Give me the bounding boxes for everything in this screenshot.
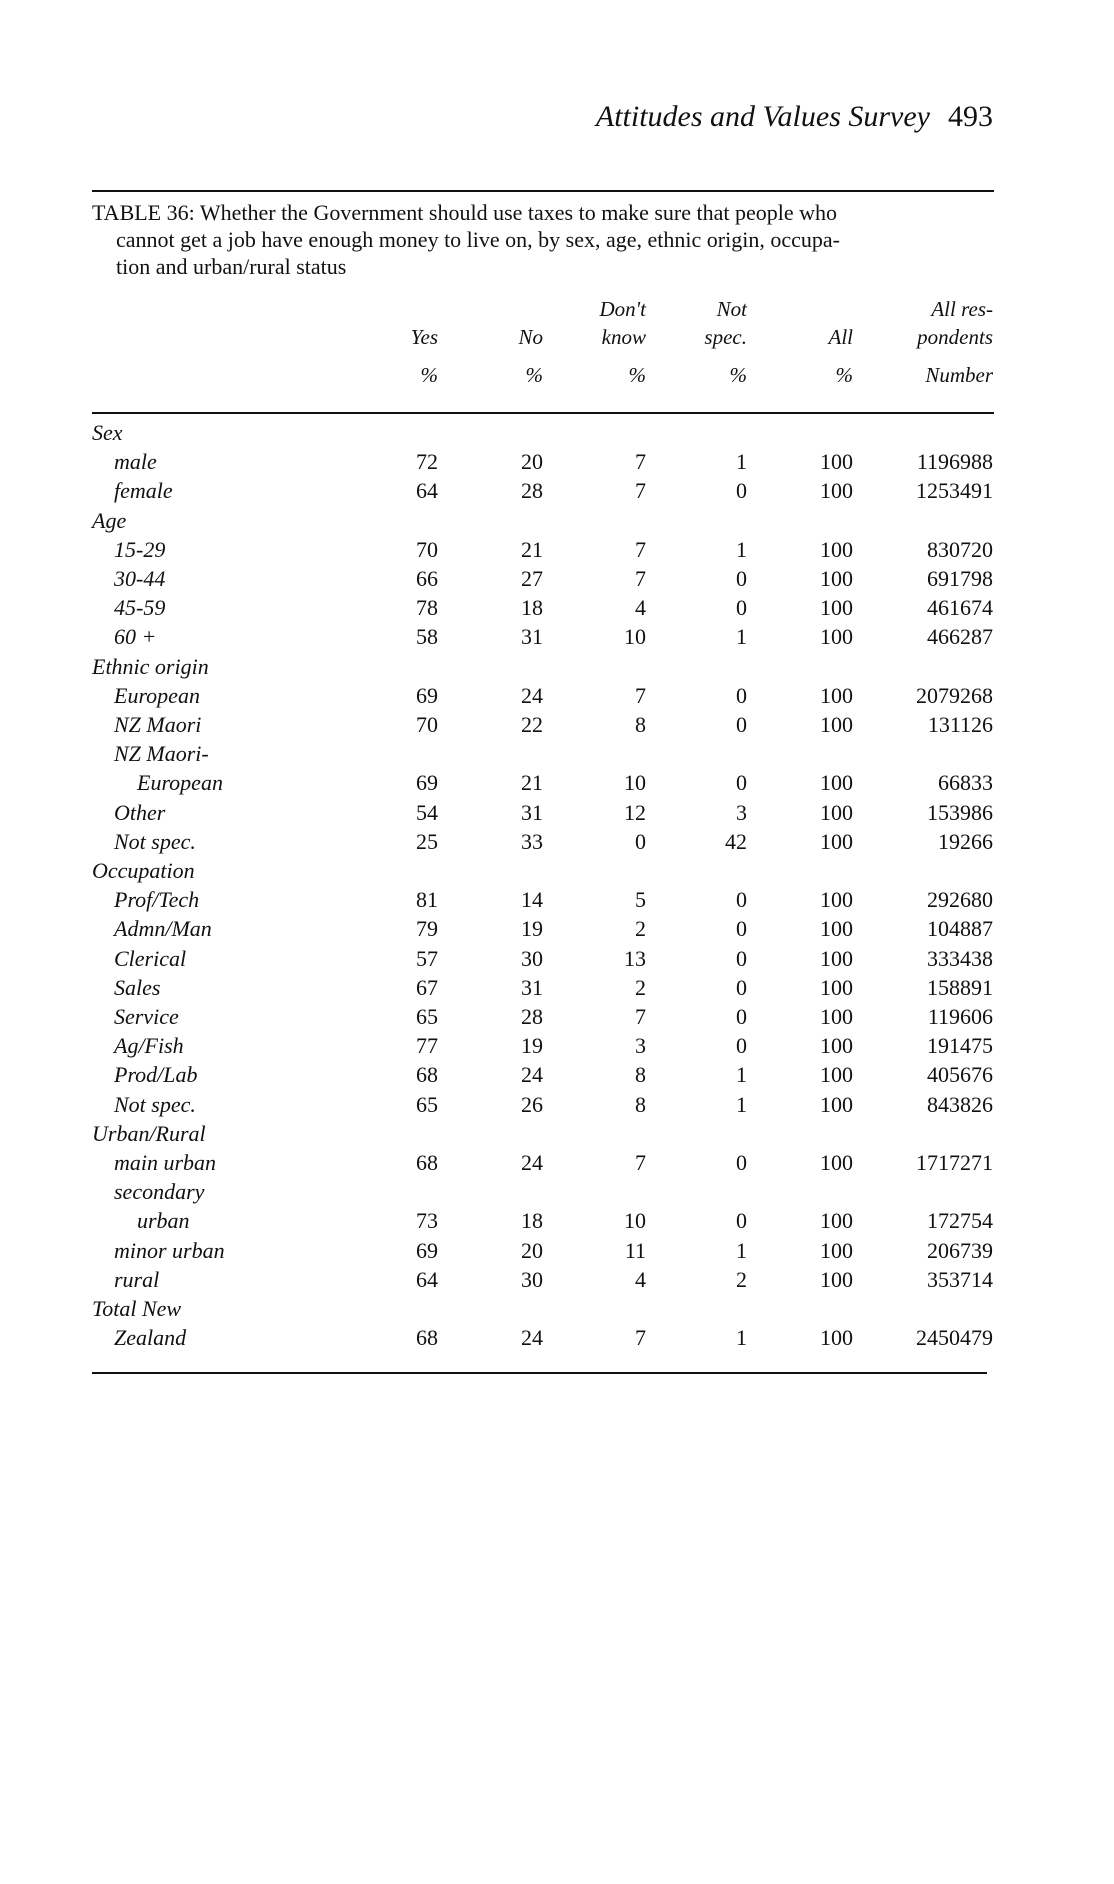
table-cell: 100 [820, 1208, 853, 1234]
row-label: Ethnic origin [92, 653, 209, 679]
table-cell: 68 [416, 1062, 438, 1088]
table-cell: 10 [624, 770, 646, 796]
table-row [0, 887, 1114, 916]
table-cell: 10 [624, 1208, 646, 1234]
table-row [0, 1238, 1114, 1267]
row-label: Total New [92, 1296, 182, 1321]
table-cell: 21 [521, 770, 543, 796]
table-cell: 0 [736, 682, 747, 708]
table-cell: 14 [521, 887, 543, 913]
table-cell: 68 [416, 1325, 438, 1351]
table-cell: 30 [521, 945, 543, 971]
table-cell: 100 [820, 887, 853, 913]
table-cell: 24 [521, 1062, 543, 1088]
table-cell: 79 [416, 916, 438, 942]
row-label: NZ Maori [114, 712, 202, 737]
table-cell: 843826 [927, 1091, 993, 1117]
table-cell: 0 [736, 1208, 747, 1234]
table-cell: 0 [736, 974, 747, 1000]
row-label: Not spec. [114, 1091, 196, 1117]
table-cell: 1253491 [916, 478, 993, 504]
table-cell: 100 [820, 1325, 853, 1351]
table-cell: 73 [416, 1208, 438, 1234]
row-label: Age [92, 507, 127, 533]
row-label: Other [114, 799, 166, 825]
table-cell: 119606 [927, 1004, 993, 1029]
table-cell: 66833 [938, 770, 993, 796]
table-cell: 100 [820, 566, 853, 591]
row-label: main urban [114, 1150, 217, 1175]
table-cell: 31 [521, 624, 543, 650]
caption-line: tion and urban/rural status [116, 254, 347, 279]
table-row [0, 478, 1114, 507]
table-cell: 18 [521, 1208, 543, 1234]
table-cell: 18 [521, 595, 543, 621]
row-label: Service [114, 1004, 179, 1029]
table-cell: 8 [635, 712, 646, 737]
table-cell: 1717271 [916, 1150, 993, 1175]
table-cell: 153986 [927, 799, 993, 825]
table-cell: 7 [635, 536, 646, 562]
table-cell: 0 [736, 712, 747, 737]
table-cell: 691798 [927, 566, 993, 591]
table-row [0, 683, 1114, 712]
table-cell: 3 [736, 799, 747, 825]
table-row [0, 916, 1114, 945]
table-cell: 21 [521, 536, 543, 562]
table-cell: 461674 [927, 595, 993, 621]
table-cell: 7 [635, 449, 646, 475]
row-label: female [114, 478, 173, 504]
table-cell: 2450479 [916, 1325, 993, 1351]
table-cell: 65 [416, 1004, 438, 1029]
table-cell: 466287 [927, 624, 993, 650]
column-header-text: know [601, 325, 646, 349]
table-row [0, 1004, 1114, 1033]
table-section-heading [0, 420, 1114, 449]
table-cell: 69 [416, 682, 438, 708]
row-label: Admn/Man [114, 916, 212, 942]
table-cell: 7 [635, 478, 646, 504]
table-cell: 100 [820, 712, 853, 737]
table-cell: 1 [736, 449, 747, 475]
table-cell: 100 [820, 1062, 853, 1088]
row-label: Ag/Fish [114, 1033, 184, 1059]
table-cell: 20 [521, 449, 543, 475]
row-label: 60 + [114, 624, 157, 650]
table-cell: 22 [521, 712, 543, 737]
table-cell: 0 [736, 478, 747, 504]
table-cell: 100 [820, 1237, 853, 1263]
table-cell: 100 [820, 478, 853, 504]
column-header-text: No [518, 325, 543, 349]
table-cell: 100 [820, 828, 853, 854]
table-row [0, 537, 1114, 566]
row-label: European [114, 682, 200, 708]
table-cell: 100 [820, 449, 853, 475]
page-number: 493 [948, 100, 993, 133]
table-cell: 7 [635, 1325, 646, 1351]
table-cell: 28 [521, 478, 543, 504]
table-cell: 69 [416, 1237, 438, 1263]
table-cell: 405676 [927, 1062, 993, 1088]
table-row [0, 1092, 1114, 1121]
table-section-heading [0, 508, 1114, 537]
table-cell: 0 [736, 1033, 747, 1059]
table-row [0, 1208, 1114, 1237]
table-cell: 33 [521, 828, 543, 854]
table-cell: 67 [416, 974, 438, 1000]
table-cell: 11 [624, 1237, 646, 1263]
top-rule [92, 190, 994, 192]
column-header-text: pondents [917, 325, 993, 349]
table-cell: 19266 [938, 828, 993, 854]
table-row [0, 1325, 1114, 1354]
header-rule [92, 412, 994, 414]
table-cell: 1 [736, 1237, 747, 1263]
column-header-text: Number [925, 363, 993, 387]
table-cell: 2 [635, 916, 646, 942]
row-label: Sales [114, 974, 161, 1000]
table-cell: 100 [820, 1150, 853, 1175]
table-cell: 333438 [927, 945, 993, 971]
table-cell: 70 [416, 536, 438, 562]
table-cell: 7 [635, 682, 646, 708]
table-section-heading [0, 1296, 1114, 1325]
table-cell: 830720 [927, 536, 993, 562]
table-cell: 1 [736, 1325, 747, 1351]
running-head-title: Attitudes and Values Survey [595, 100, 930, 133]
table-cell: 26 [521, 1091, 543, 1117]
table-row [0, 741, 1114, 770]
table-cell: 78 [416, 595, 438, 621]
row-label: Urban/Rural [92, 1120, 206, 1146]
table-cell: 0 [736, 1004, 747, 1029]
table-cell: 1 [736, 1091, 747, 1117]
table-cell: 1196988 [916, 449, 993, 475]
table-cell: 66 [416, 566, 438, 591]
table-cell: 64 [416, 478, 438, 504]
table-row [0, 1062, 1114, 1091]
table-cell: 100 [820, 595, 853, 621]
table-cell: 0 [736, 595, 747, 621]
table-row [0, 566, 1114, 595]
row-label: 15-29 [114, 536, 166, 562]
table-cell: 100 [820, 1033, 853, 1059]
table-row [0, 1267, 1114, 1296]
table-cell: 42 [725, 828, 747, 854]
table-cell: 25 [416, 828, 438, 854]
table-cell: 72 [416, 449, 438, 475]
table-cell: 100 [820, 974, 853, 1000]
table-cell: 27 [521, 566, 543, 591]
column-header-text: Not [716, 297, 747, 321]
table-cell: 20 [521, 1237, 543, 1263]
table-cell: 100 [820, 799, 853, 825]
table-cell: 104887 [927, 916, 993, 942]
table-cell: 57 [416, 945, 438, 971]
row-label: NZ Maori- [114, 741, 209, 767]
table-cell: 7 [635, 1004, 646, 1029]
table-row [0, 829, 1114, 858]
table-cell: 28 [521, 1004, 543, 1029]
column-header-text: % [835, 363, 853, 387]
table-cell: 54 [416, 799, 438, 825]
table-cell: 31 [521, 799, 543, 825]
table-cell: 4 [635, 1266, 646, 1292]
column-header-text: All [828, 325, 853, 349]
table-cell: 100 [820, 1266, 853, 1292]
caption-line: TABLE 36: Whether the Government should use taxes to make sure that people who [92, 200, 838, 225]
table-cell: 0 [736, 1150, 747, 1175]
row-label: European [137, 770, 223, 796]
column-header-text: % [525, 363, 543, 387]
table-row [0, 1179, 1114, 1208]
table-cell: 1 [736, 1062, 747, 1088]
table-cell: 2 [736, 1266, 747, 1292]
table-row [0, 770, 1114, 799]
row-label: urban [137, 1208, 190, 1234]
table-cell: 0 [736, 945, 747, 971]
table-row [0, 624, 1114, 653]
row-label: Not spec. [114, 828, 196, 854]
table-cell: 8 [635, 1062, 646, 1088]
table-cell: 58 [416, 624, 438, 650]
table-cell: 5 [635, 887, 646, 913]
table-row [0, 595, 1114, 624]
table-cell: 70 [416, 712, 438, 737]
row-label: secondary [114, 1179, 205, 1205]
table-cell: 64 [416, 1266, 438, 1292]
table-cell: 0 [736, 887, 747, 913]
table-cell: 100 [820, 624, 853, 650]
table-cell: 0 [635, 828, 646, 854]
table-caption [92, 199, 994, 280]
table-cell: 206739 [927, 1237, 993, 1263]
table-cell: 0 [736, 916, 747, 942]
table-cell: 24 [521, 682, 543, 708]
table-section-heading [0, 654, 1114, 683]
table-cell: 100 [820, 1004, 853, 1029]
table-cell: 31 [521, 974, 543, 1000]
table-cell: 1 [736, 624, 747, 650]
table-cell: 77 [416, 1033, 438, 1059]
row-label: male [114, 449, 157, 475]
table-cell: 131126 [927, 712, 993, 737]
table-cell: 68 [416, 1150, 438, 1175]
row-label: Prod/Lab [114, 1062, 198, 1088]
column-header-text: Yes [410, 325, 438, 349]
table-cell: 19 [521, 916, 543, 942]
table-cell: 1 [736, 536, 747, 562]
table-cell: 65 [416, 1091, 438, 1117]
table-section-heading [0, 1121, 1114, 1150]
table-cell: 13 [624, 945, 646, 971]
table-cell: 30 [521, 1266, 543, 1292]
table-row [0, 712, 1114, 741]
table-row [0, 946, 1114, 975]
table-row [0, 1150, 1114, 1179]
table-cell: 4 [635, 595, 646, 621]
table-row [0, 800, 1114, 829]
caption-line: cannot get a job have enough money to live on, by sex, age, ethnic origin, occupa- [116, 227, 840, 252]
table-cell: 12 [624, 799, 646, 825]
table-cell: 100 [820, 916, 853, 942]
table-row [0, 975, 1114, 1004]
running-head [596, 100, 993, 134]
table-cell: 3 [635, 1033, 646, 1059]
table-cell: 100 [820, 1091, 853, 1117]
table-cell: 8 [635, 1091, 646, 1117]
table-row [0, 1033, 1114, 1062]
table-section-heading [0, 858, 1114, 887]
table-cell: 0 [736, 566, 747, 591]
table-cell: 158891 [927, 974, 993, 1000]
column-header-text: spec. [704, 325, 747, 349]
column-header-text: All res- [931, 297, 993, 321]
table-cell: 2079268 [916, 682, 993, 708]
table-cell: 292680 [927, 887, 993, 913]
table-cell: 24 [521, 1325, 543, 1351]
table-cell: 81 [416, 887, 438, 913]
table-cell: 100 [820, 682, 853, 708]
row-label: rural [114, 1266, 160, 1292]
row-label: Sex [92, 420, 123, 445]
table-cell: 24 [521, 1150, 543, 1175]
table-cell: 2 [635, 974, 646, 1000]
table-cell: 10 [624, 624, 646, 650]
column-header-text: % [628, 363, 646, 387]
row-label: minor urban [114, 1237, 225, 1263]
column-header-text: % [729, 363, 747, 387]
table-cell: 100 [820, 770, 853, 796]
table-cell: 7 [635, 566, 646, 591]
table-cell: 0 [736, 770, 747, 796]
column-header-text: % [420, 363, 438, 387]
table-cell: 191475 [927, 1033, 993, 1059]
row-label: Zealand [114, 1325, 187, 1351]
table-cell: 353714 [927, 1266, 993, 1292]
bottom-rule [92, 1372, 987, 1374]
table-row [0, 449, 1114, 478]
row-label: Prof/Tech [114, 887, 200, 913]
column-header-text: Don't [599, 297, 646, 321]
row-label: Clerical [114, 945, 187, 971]
table-cell: 19 [521, 1033, 543, 1059]
table-cell: 69 [416, 770, 438, 796]
row-label: 30-44 [114, 566, 166, 591]
row-label: 45-59 [114, 595, 166, 621]
table-cell: 100 [820, 536, 853, 562]
row-label: Occupation [92, 858, 195, 883]
table-cell: 100 [820, 945, 853, 971]
table-cell: 7 [635, 1150, 646, 1175]
table-cell: 172754 [927, 1208, 993, 1234]
